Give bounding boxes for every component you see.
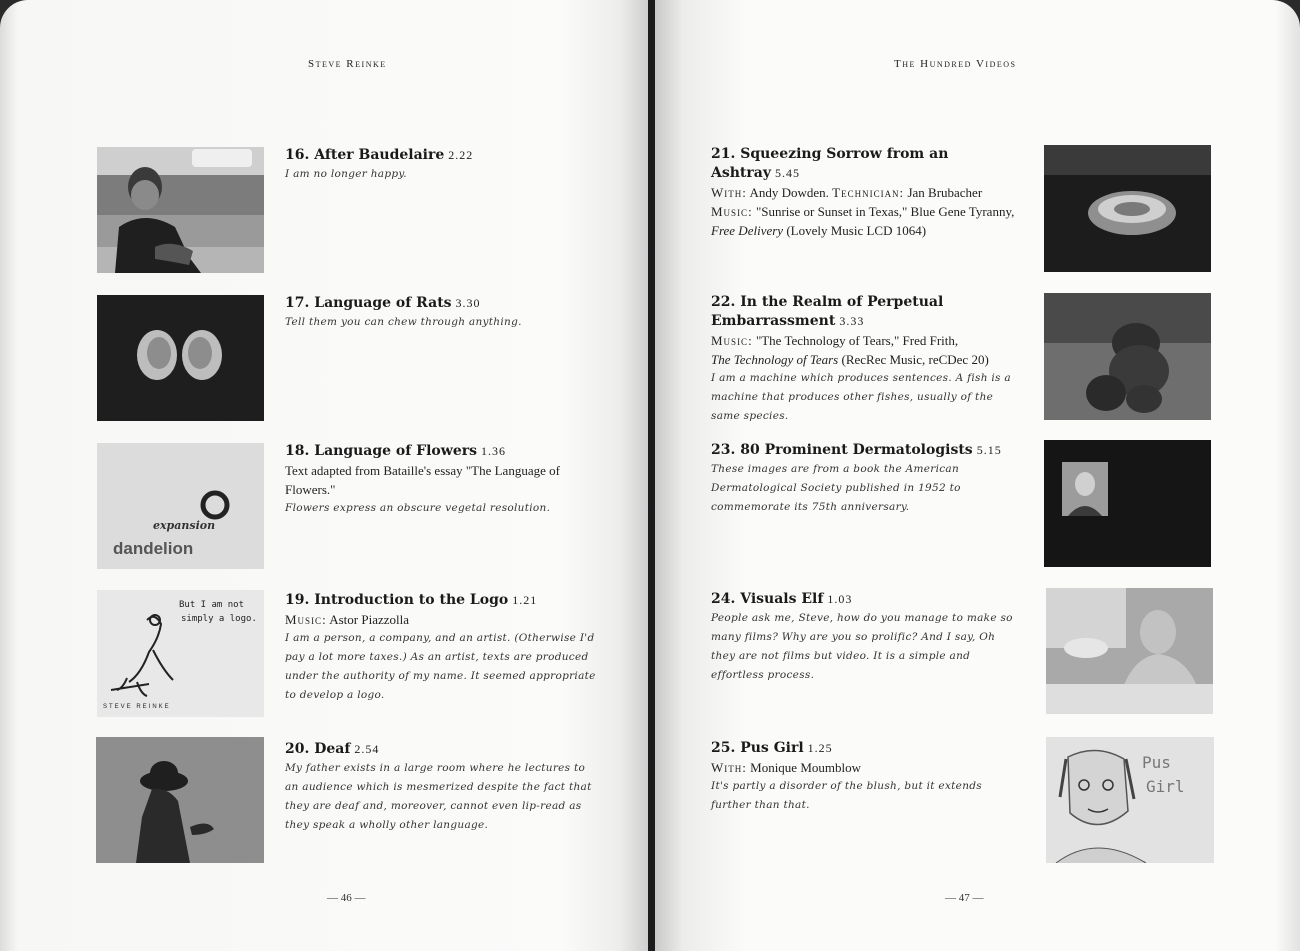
entry-description: I am no longer happy. bbox=[285, 168, 407, 180]
running-head-right: The Hundred Videos bbox=[894, 58, 1017, 70]
entry-title: 18. Language of Flowers bbox=[285, 443, 477, 459]
video-still-17 bbox=[97, 295, 264, 421]
page-number-left: — 46 — bbox=[327, 892, 366, 904]
credit-label-technician: Technician: bbox=[832, 185, 905, 200]
page-number-right: — 47 — bbox=[945, 892, 984, 904]
credit-label: Music: bbox=[285, 612, 327, 627]
entry-description: Flowers express an obscure vegetal resolution. bbox=[285, 502, 551, 514]
credit-album: The Technology of Tears bbox=[711, 352, 839, 367]
video-still-25 bbox=[1046, 737, 1214, 863]
credit-label-info: (Lovely Music LCD 1064) bbox=[786, 223, 927, 238]
credit-label: Music: bbox=[711, 333, 753, 348]
entry-duration: 1.21 bbox=[512, 593, 538, 607]
still-word-dandelion: dandelion bbox=[113, 539, 194, 558]
still-word-3: STEVE REINKE bbox=[103, 704, 171, 710]
video-still-21 bbox=[1044, 145, 1211, 272]
entry-22 bbox=[711, 293, 1016, 426]
entry-20 bbox=[285, 740, 597, 835]
entry-17 bbox=[285, 294, 597, 332]
credit-label-info: (RecRec Music, reCDec 20) bbox=[841, 352, 989, 367]
entry-description: These images are from a book the American Dermatological Society published in 1952 to commemorate its 75th anniversary. bbox=[711, 463, 961, 513]
still-word-expansion: expansion bbox=[153, 519, 216, 532]
credit-label-music: Music: bbox=[711, 204, 753, 219]
entry-description: I am a machine which produces sentences. A fish is a machine that produces other fishes, usually of the same species. bbox=[711, 372, 1011, 422]
credit-text: "The Technology of Tears," Fred Frith, bbox=[755, 333, 959, 348]
video-still-24 bbox=[1046, 588, 1213, 714]
entry-title: 19. Introduction to the Logo bbox=[285, 592, 509, 608]
entry-duration: 1.03 bbox=[827, 592, 853, 606]
credit-text: Monique Moumblow bbox=[750, 760, 862, 775]
entry-16 bbox=[285, 146, 597, 184]
running-head-left: Steve Reinke bbox=[308, 58, 387, 70]
entry-19 bbox=[285, 591, 597, 705]
entry-duration: 5.15 bbox=[976, 443, 1002, 457]
entry-duration: 3.30 bbox=[455, 296, 481, 310]
credit-album: Free Delivery bbox=[711, 223, 784, 238]
entry-duration: 1.25 bbox=[807, 741, 833, 755]
book-gutter bbox=[648, 0, 655, 951]
entry-duration: 1.36 bbox=[480, 444, 506, 458]
video-still-22 bbox=[1044, 293, 1211, 420]
entry-title: 24. Visuals Elf bbox=[711, 591, 824, 607]
still-word-2: simply a logo. bbox=[181, 614, 257, 624]
entry-title: 22. In the Realm of Perpetual Embarrassment bbox=[711, 294, 944, 329]
credit-technician: Jan Brubacher bbox=[907, 185, 983, 200]
video-still-23 bbox=[1044, 440, 1211, 567]
credit-label: With: bbox=[711, 760, 747, 775]
entry-title: 25. Pus Girl bbox=[711, 740, 804, 756]
credit-label-with: With: bbox=[711, 185, 747, 200]
entry-25 bbox=[711, 739, 1016, 815]
still-word-girl: Girl bbox=[1146, 777, 1185, 796]
video-still-16 bbox=[97, 147, 264, 273]
video-still-20 bbox=[96, 737, 264, 863]
entry-23 bbox=[711, 441, 1029, 517]
entry-18 bbox=[285, 442, 597, 518]
entry-title: 16. After Baudelaire bbox=[285, 147, 445, 163]
entry-21 bbox=[711, 145, 1016, 240]
entry-description: It's partly a disorder of the blush, but it extends further than that. bbox=[711, 780, 982, 811]
entry-24 bbox=[711, 590, 1016, 685]
entry-title: 17. Language of Rats bbox=[285, 295, 452, 311]
entry-credit: Text adapted from Bataille's essay "The Language of Flowers." bbox=[285, 463, 560, 497]
entry-description: My father exists in a large room where he lectures to an audience which is mesmerized despite the fact that they are deaf and, moreover, cannot even lip-read as they speak a wholly other language. bbox=[285, 762, 592, 831]
entry-duration: 5.45 bbox=[774, 166, 800, 180]
credit-text: Astor Piazzolla bbox=[329, 612, 410, 627]
entry-title: 21. Squeezing Sorrow from an Ashtray bbox=[711, 146, 949, 181]
credit-with: Andy Dowden. bbox=[749, 185, 829, 200]
entry-description: People ask me, Steve, how do you manage to make so many films? Why are you so prolific? And I say, Oh they are not films but video. It is a simple and effortless process. bbox=[711, 612, 1013, 681]
right-page bbox=[655, 0, 1300, 951]
entry-duration: 2.22 bbox=[448, 148, 474, 162]
entry-duration: 2.54 bbox=[354, 742, 380, 756]
video-still-18 bbox=[97, 443, 264, 569]
entry-title: 23. 80 Prominent Dermatologists bbox=[711, 442, 973, 458]
credit-music: "Sunrise or Sunset in Texas," Blue Gene Tyranny, bbox=[755, 204, 1015, 219]
still-word-1: But I am not bbox=[179, 600, 245, 610]
entry-description: I am a person, a company, and an artist. (Otherwise I'd pay a lot more taxes.) As an artist, texts are produced under the authority of my name. It seemed appropriate to develop a logo. bbox=[285, 632, 596, 701]
still-word-pus: Pus bbox=[1142, 753, 1171, 772]
entry-description: Tell them you can chew through anything. bbox=[285, 316, 522, 328]
entry-title: 20. Deaf bbox=[285, 741, 351, 757]
left-page bbox=[0, 0, 648, 951]
video-still-19 bbox=[97, 590, 264, 717]
entry-duration: 3.33 bbox=[839, 314, 865, 328]
